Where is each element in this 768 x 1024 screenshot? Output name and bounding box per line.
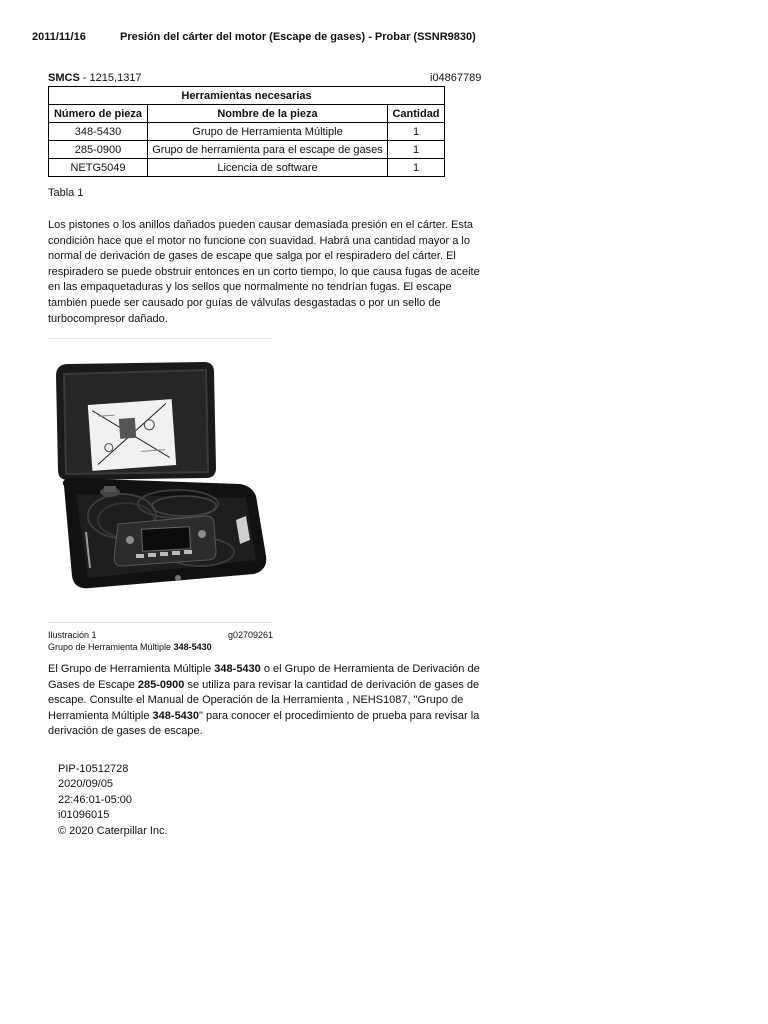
intro-paragraph: Los pistones o los anillos dañados pueden causar demasiada presión en el cárter. Esta condición hace que el motor no funcione con suavidad. Habrá una cantidad mayor a lo normal de derivación de gases de escape que salga por el respiradero del cárter. El respiradero se puede obstruir entonces en un corto tiempo, lo que causa fugas de aceite en las empaquetaduras y los sellos que normalmente no tendrían fugas. El escape también puede ser causado por guías de válvulas desgastadas o por un sello de turbocompresor dañado. [48, 219, 480, 325]
text-segment: El Grupo de Herramienta Múltiple [48, 663, 215, 675]
smcs-value: - 1215,1317 [79, 72, 142, 84]
part-quantity: 1 [388, 123, 445, 141]
table-row [49, 123, 445, 141]
col-header-part-number: Número de pieza [49, 105, 148, 123]
col-header-part-name: Nombre de la pieza [148, 105, 388, 123]
text-segment: se utiliza para revisar la cantidad de derivación de gases de escape. Consulte el Manual de Operación de la Herramienta , NEHS1087, "Grupo de Herramienta Múltiple [48, 678, 480, 722]
tool-usage-paragraph [48, 662, 488, 740]
smcs-code [48, 72, 142, 84]
part-number: 285-0900 [49, 141, 148, 159]
footer-line: 22:46:01-05:00 [58, 793, 133, 806]
table-caption: Herramientas necesarias [49, 87, 445, 105]
divider [48, 622, 272, 623]
table-row [49, 159, 445, 177]
footer-line: PIP-10512728 [58, 763, 129, 775]
tools-table [48, 86, 445, 177]
smcs-label: SMCS [48, 72, 80, 84]
part-number-ref: 285-0900 [137, 678, 185, 691]
table-label: Tabla 1 [48, 187, 84, 199]
text-segment: o el Grupo de Herramienta de Derivación de Gases de Escape [48, 663, 480, 691]
footer-info [58, 762, 168, 839]
table-row [49, 141, 445, 159]
footer-line: 2020/09/05 [58, 778, 114, 791]
figure-caption-part: 348-5430 [173, 642, 212, 652]
tool-case-image [50, 356, 270, 602]
text-segment: " para conocer el procedimiento de prueba para revisar la derivación de gases de escape. [48, 709, 480, 738]
part-quantity: 1 [388, 159, 445, 177]
part-number: NETG5049 [49, 159, 148, 177]
part-number: 348-5430 [49, 123, 148, 141]
part-name: Grupo de herramienta para el escape de gases [148, 141, 388, 159]
figure-caption-text: Grupo de Herramienta Múltiple [48, 642, 174, 652]
page-title: Presión del cárter del motor (Escape de gases) - Probar (SSNR9830) [120, 31, 476, 43]
part-name: Licencia de software [148, 159, 388, 177]
col-header-quantity: Cantidad [388, 105, 445, 123]
part-number-ref: 348-5430 [152, 709, 200, 722]
footer-line: © 2020 Caterpillar Inc. [58, 824, 168, 837]
figure-label: Ilustración 1 [48, 630, 97, 640]
part-number-ref: 348-5430 [214, 663, 261, 675]
figure-caption [48, 642, 212, 652]
footer-line: i01096015 [58, 809, 110, 822]
figure-id: g02709261 [228, 630, 274, 640]
header-date: 2011/11/16 [32, 31, 86, 43]
part-quantity: 1 [388, 141, 445, 159]
document-id: i04867789 [430, 72, 482, 84]
divider [48, 338, 272, 339]
part-name: Grupo de Herramienta Múltiple [148, 123, 388, 141]
